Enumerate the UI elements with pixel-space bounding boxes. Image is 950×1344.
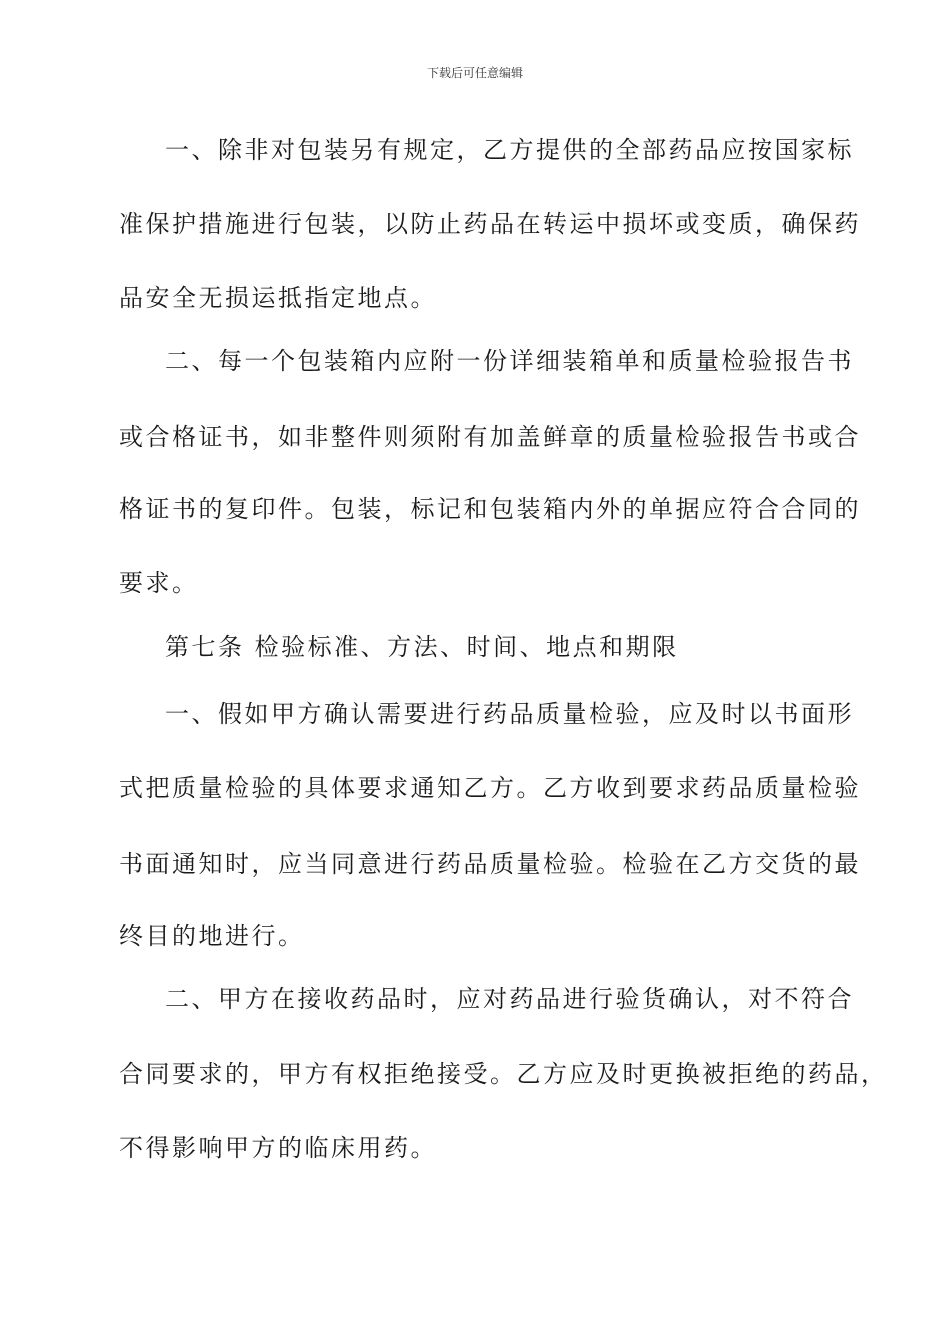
text-line: 不得影响甲方的临床用药。 <box>119 1134 437 1162</box>
text-line: 二、每一个包装箱内应附一份详细装箱单和质量检验报告书 <box>165 347 854 375</box>
text-line: 二、甲方在接收药品时，应对药品进行验货确认，对不符合 <box>165 985 854 1013</box>
text-line: 准保护措施进行包装，以防止药品在转运中损坏或变质，确保药 <box>119 210 861 238</box>
text-line: 要求。 <box>119 569 199 597</box>
text-line: 品安全无损运抵指定地点。 <box>119 284 437 312</box>
text-line: 一、假如甲方确认需要进行药品质量检验，应及时以书面形 <box>165 700 854 728</box>
section-heading: 第七条 检验标准、方法、时间、地点和期限 <box>165 633 679 661</box>
text-line: 或合格证书，如非整件则须附有加盖鲜章的质量检验报告书或合 <box>119 423 861 451</box>
text-line: 终目的地进行。 <box>119 922 305 950</box>
text-line: 格证书的复印件。包装，标记和包装箱内外的单据应符合合同的 <box>119 495 861 523</box>
page-header: 下载后可任意编辑 <box>426 66 523 80</box>
text-line: 合同要求的，甲方有权拒绝接受。乙方应及时更换被拒绝的药品， <box>119 1060 888 1088</box>
text-line: 书面通知时，应当同意进行药品质量检验。检验在乙方交货的最 <box>119 850 861 878</box>
text-line: 式把质量检验的具体要求通知乙方。乙方收到要求药品质量检验 <box>119 774 861 802</box>
text-line: 一、除非对包装另有规定，乙方提供的全部药品应按国家标 <box>165 136 854 164</box>
